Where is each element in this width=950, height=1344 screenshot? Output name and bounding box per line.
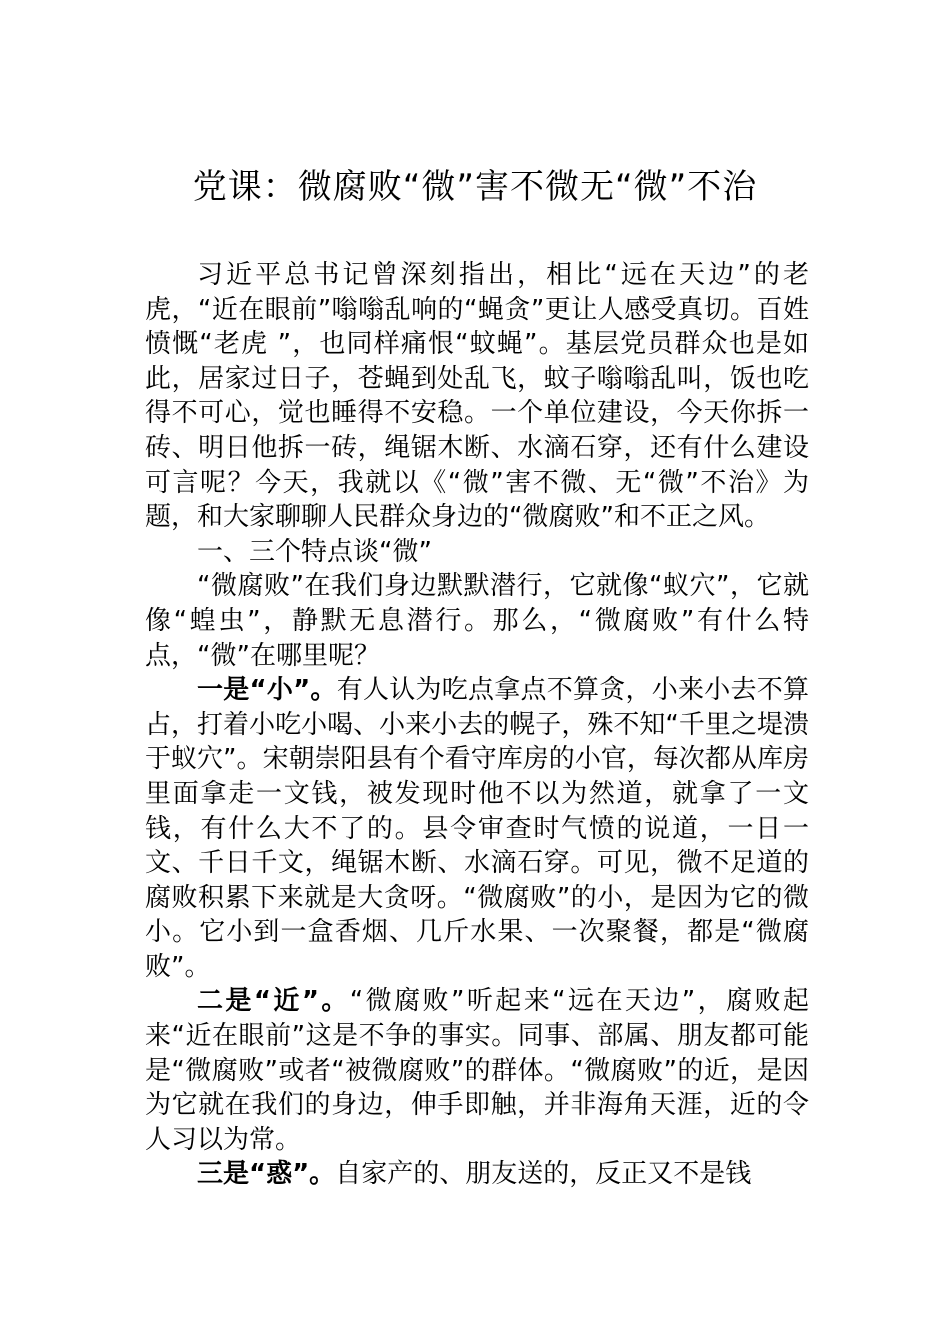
- paragraph-overview: [145, 569, 809, 673]
- paragraph-lead: 二是“近”。: [197, 986, 350, 1017]
- paragraph-text: 习近平总书记曾深刻指出，相比“远在天边”的老虎，“近在眼前”嗡嗡乱响的“蝇贪”更让人感受真切。百姓愤慨“老虎 ”，也同样痛恨“蚊蝇”。基层党员群众也是如此，居家过日子，苍蝇到处乱飞，蚊子嗡嗡乱叫，饭也吃得不可心，觉也睡得不安稳。一个单位建设，今天你拆一砖、明日他拆一砖，绳锯木断、水滴石穿，还有什么建设可言呢？今天，我就以《“微”害不微、无“微”不治》为题，和大家聊聊人民群众身边的“微腐败”和不正之风。: [145, 260, 809, 533]
- document-body: [145, 258, 809, 1192]
- paragraph-text: “微腐败”在我们身边默默潜行，它就像“蚁穴”，它就像“蝗虫”，静默无息潜行。那么，“微腐败”有什么特点，“微”在哪里呢？: [145, 571, 809, 671]
- paragraph-text: 自家产的、朋友送的，反正又不是钱: [335, 1159, 752, 1190]
- paragraph-point-small: [145, 673, 809, 984]
- paragraph-text: 一、三个特点谈“微”: [197, 536, 432, 567]
- paragraph-lead: 三是“惑”。: [197, 1159, 336, 1190]
- paragraph-lead: 一是“小”。: [197, 675, 337, 706]
- paragraph-text: 有人认为吃点拿点不算贪，小来小去不算占，打着小吃小喝、小来小去的幌子，殊不知“千里之堤溃于蚁穴”。宋朝崇阳县有个看守库房的小官，每次都从库房里面拿走一文钱，被发现时他不以为然道，就拿了一文钱，有什么大不了的。县令审查时气愤的说道，一日一文、千日千文，绳锯木断、水滴石穿。可见，微不足道的腐败积累下来就是大贪呀。“微腐败”的小，是因为它的微小。它小到一盒香烟、几斤水果、一次聚餐，都是“微腐败”。: [145, 675, 809, 982]
- paragraph-intro: [145, 258, 809, 535]
- paragraph-point-confuse: [145, 1157, 809, 1192]
- paragraph-text: “微腐败”听起来“远在天边”，腐败起来“近在眼前”这是不争的事实。同事、部属、朋友都可能是“微腐败”或者“被微腐败”的群体。“微腐败”的近，是因为它就在我们的身边，伸手即触，并非海角天涯，近的令人习以为常。: [145, 986, 809, 1155]
- document-title: 党课：微腐败“微”害不微无“微”不治: [192, 167, 758, 207]
- section-heading: [145, 535, 809, 570]
- paragraph-point-near: [145, 984, 809, 1157]
